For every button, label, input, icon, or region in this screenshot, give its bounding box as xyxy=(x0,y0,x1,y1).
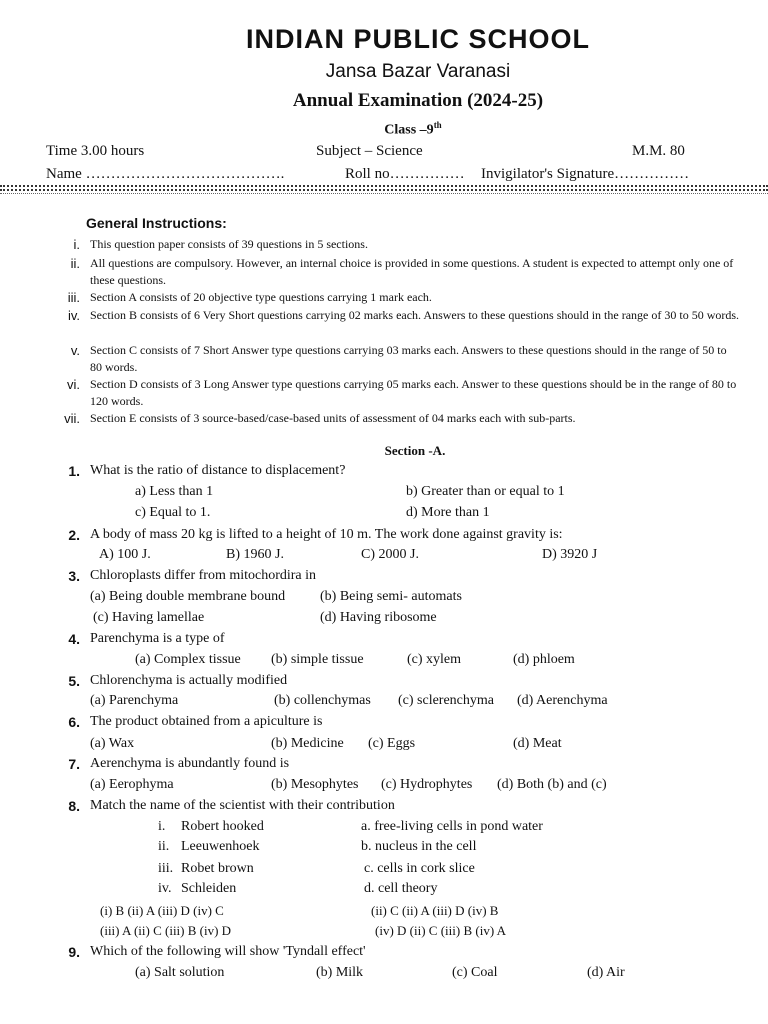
instruction-text: Section C consists of 7 Short Answer type questions carrying 03 marks each. Answers to these questions should in the range of 50 to 80 words. xyxy=(90,343,727,374)
option-a: (a) Wax xyxy=(90,736,135,751)
question-number: 5. xyxy=(68,673,80,689)
match-left-number: ii. xyxy=(158,839,170,854)
match-left-text: Robet brown xyxy=(181,861,254,876)
match-right-text: c. cells in cork slice xyxy=(364,861,475,876)
invigilator-field: Invigilator's Signature…………… xyxy=(481,166,690,182)
question-text: Chlorenchyma is actually modified xyxy=(90,673,288,688)
match-right-text: a. free-living cells in pond water xyxy=(361,819,543,834)
question-text: Parenchyma is a type of xyxy=(90,631,225,646)
option-c: C) 2000 J. xyxy=(361,547,419,562)
option-a: (i) B (ii) A (iii) D (iv) C xyxy=(100,903,224,918)
name-field: Name …………………………………. xyxy=(46,166,285,182)
option-c: (c) Coal xyxy=(452,965,498,980)
option-c: (c) Having lamellae xyxy=(93,610,205,625)
option-a: a) Less than 1 xyxy=(135,484,214,499)
option-a: (a) Complex tissue xyxy=(135,652,241,667)
option-c: (c) xylem xyxy=(407,652,462,667)
option-a: (a) Eerophyma xyxy=(90,777,174,792)
divider-line xyxy=(0,193,768,194)
option-b: (b) Milk xyxy=(316,965,364,980)
question-number: 9. xyxy=(68,944,80,960)
class-text: Class –9 xyxy=(384,122,434,138)
question-number: 2. xyxy=(68,527,80,543)
option-d: (d) Aerenchyma xyxy=(517,693,608,708)
option-d: d) More than 1 xyxy=(406,505,490,520)
time-label: Time 3.00 hours xyxy=(46,143,145,159)
option-d: D) 3920 J xyxy=(542,547,598,562)
instruction-number: i. xyxy=(73,237,80,252)
option-b: (b) simple tissue xyxy=(271,652,364,667)
question-text: A body of mass 20 kg is lifted to a height of 10 m. The work done against gravity is: xyxy=(90,527,563,542)
instructions-title: General Instructions: xyxy=(86,215,227,231)
option-c: c) Equal to 1. xyxy=(135,505,211,520)
option-a: (a) Being double membrane bound xyxy=(90,589,286,604)
match-right-text: b. nucleus in the cell xyxy=(361,839,477,854)
match-right-text: d. cell theory xyxy=(364,881,438,896)
question-text: The product obtained from a apiculture is xyxy=(90,714,323,729)
instruction-number: vi. xyxy=(67,377,80,392)
question-number: 4. xyxy=(68,631,80,647)
option-a: A) 100 J. xyxy=(99,547,151,562)
instruction-number: vii. xyxy=(64,411,80,426)
divider-line xyxy=(0,185,768,187)
option-b: (b) Being semi- automats xyxy=(320,589,462,604)
instruction-text: Section A consists of 20 objective type questions carrying 1 mark each. xyxy=(90,290,432,304)
subject-label: Subject – Science xyxy=(316,143,423,159)
option-c: (iii) A (ii) C (iii) B (iv) D xyxy=(100,923,232,938)
option-c: (c) Eggs xyxy=(368,736,416,751)
question-text: Match the name of the scientist with their contribution xyxy=(90,798,395,813)
max-marks: M.M. 80 xyxy=(632,143,685,159)
option-b: (b) collenchymas xyxy=(274,693,371,708)
instruction-number: iii. xyxy=(67,290,80,305)
question-number: 8. xyxy=(68,798,80,814)
instruction-number: ii. xyxy=(70,256,80,271)
school-address: Jansa Bazar Varanasi xyxy=(325,61,511,82)
option-d: (d) Meat xyxy=(513,736,562,751)
question-number: 6. xyxy=(68,714,80,730)
match-left-number: iv. xyxy=(158,881,172,896)
question-text: Chloroplasts differ from mitochordira in xyxy=(90,568,317,583)
option-b: (b) Mesophytes xyxy=(271,777,359,792)
option-b: B) 1960 J. xyxy=(226,547,284,562)
option-d: (d) Both (b) and (c) xyxy=(497,777,607,792)
instruction-text: This question paper consists of 39 questions in 5 sections. xyxy=(90,237,368,251)
option-d: (d) Air xyxy=(587,965,625,980)
option-c: (c) sclerenchyma xyxy=(398,693,494,708)
instruction-text: Section D consists of 3 Long Answer type questions carrying 05 marks each. Answer to these questions should be in the range of 80 to 120 words. xyxy=(90,377,737,408)
match-left-number: i. xyxy=(158,819,166,834)
class-superscript: th xyxy=(433,120,442,130)
exam-title: Annual Examination (2024-25) xyxy=(292,90,544,111)
option-b: b) Greater than or equal to 1 xyxy=(406,484,565,499)
match-left-text: Schleiden xyxy=(181,881,237,896)
question-text: Aerenchyma is abundantly found is xyxy=(90,756,290,771)
class-label xyxy=(0,120,768,139)
match-left-number: iii. xyxy=(158,861,174,876)
question-number: 3. xyxy=(68,568,80,584)
option-b: (ii) C (ii) A (iii) D (iv) B xyxy=(371,903,499,918)
instruction-text: All questions are compulsory. However, an internal choice is provided in some questions. A student is expected to attempt only one of these questions. xyxy=(90,256,734,287)
instruction-text: Section E consists of 3 source-based/case-based units of assessment of 04 marks each with sub-parts. xyxy=(90,411,576,425)
match-left-text: Robert hooked xyxy=(181,819,264,834)
question-text: What is the ratio of distance to displacement? xyxy=(90,463,346,478)
match-left-text: Leeuwenhoek xyxy=(181,839,260,854)
option-b: (b) Medicine xyxy=(271,736,344,751)
option-d: (d) phloem xyxy=(513,652,575,667)
option-c: (c) Hydrophytes xyxy=(381,777,473,792)
school-name: INDIAN PUBLIC SCHOOL xyxy=(246,24,590,54)
instruction-number: v. xyxy=(70,343,80,358)
divider-line xyxy=(0,189,768,191)
option-d: (iv) D (ii) C (iii) B (iv) A xyxy=(375,923,507,938)
option-d: (d) Having ribosome xyxy=(320,610,437,625)
question-number: 1. xyxy=(68,463,80,479)
instruction-text: Section B consists of 6 Very Short questions carrying 02 marks each. Answers to these questions should in the range of 30 to 50 words. xyxy=(90,308,740,322)
question-number: 7. xyxy=(68,756,80,772)
section-heading: Section -A. xyxy=(384,443,446,458)
instruction-number: iv. xyxy=(67,308,80,323)
option-a: (a) Salt solution xyxy=(135,965,225,980)
option-a: (a) Parenchyma xyxy=(90,693,179,708)
question-text: Which of the following will show 'Tyndall effect' xyxy=(90,944,366,959)
roll-field: Roll no…………… xyxy=(345,166,465,182)
